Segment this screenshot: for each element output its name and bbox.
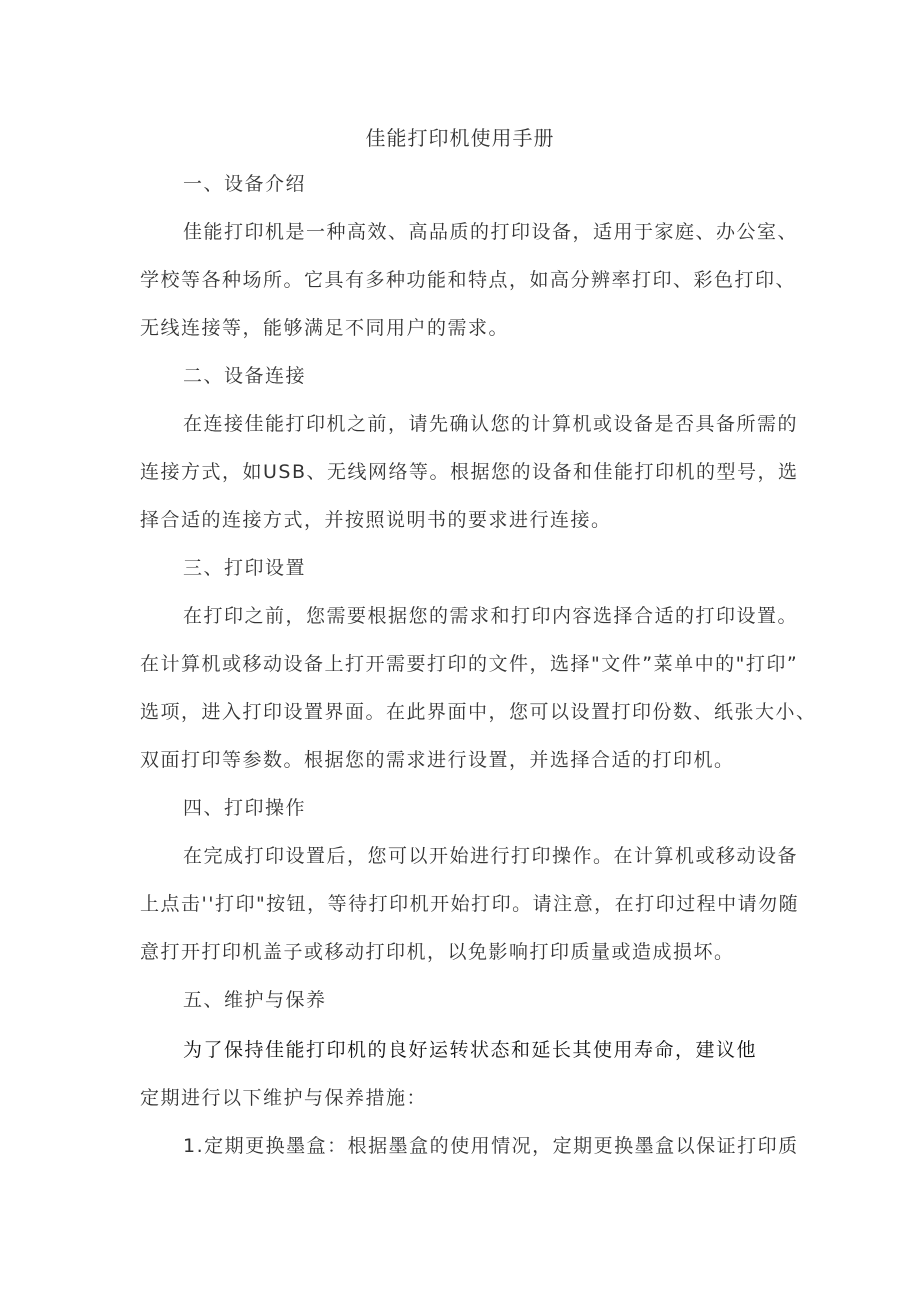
document-title: 佳能打印机使用手册: [365, 126, 555, 150]
section-heading-4: 四、打印操作: [183, 797, 307, 819]
paragraph-line: 在计算机或移动设备上打开需要打印的文件，选择"文件”菜单中的"打印”: [140, 653, 799, 675]
list-item-1: 1.定期更换墨盒：根据墨盒的使用情况，定期更换墨盒以保证打印质: [183, 1135, 799, 1157]
paragraph-line: 在连接佳能打印机之前，请先确认您的计算机或设备是否具备所需的: [183, 413, 799, 435]
paragraph-line: 佳能打印机是一种高效、高品质的打印设备，适用于家庭、办公室、: [183, 221, 799, 243]
paragraph-line: 择合适的连接方式，并按照说明书的要求进行连接。: [140, 509, 612, 531]
paragraph-line: 双面打印等参数。根据您的需求进行设置，并选择合适的打印机。: [140, 749, 735, 771]
paragraph-line: 在打印之前，您需要根据您的需求和打印内容选择合适的打印设置。: [183, 605, 799, 627]
paragraph-line: 学校等各种场所。它具有多种功能和特点，如高分辨率打印、彩色打印、: [140, 269, 797, 291]
section-heading-1: 一、设备介绍: [183, 173, 307, 195]
paragraph-line: 选项，进入打印设置界面。在此界面中，您可以设置打印份数、纸张大小、: [140, 701, 817, 723]
paragraph-line: 上点击''打印"按钮，等待打印机开始打印。请注意，在打印过程中请勿随: [140, 893, 800, 915]
section-heading-2: 二、设备连接: [183, 365, 307, 387]
section-heading-3: 三、打印设置: [183, 557, 307, 579]
paragraph-line: 为了保持佳能打印机的良好运转状态和延长其使用寿命，建议他: [183, 1039, 758, 1061]
paragraph-line: 定期进行以下维护与保养措施：: [140, 1087, 428, 1109]
paragraph-line: 在完成打印设置后，您可以开始进行打印操作。在计算机或移动设备: [183, 845, 799, 867]
paragraph-line: 意打开打印机盖子或移动打印机，以免影响打印质量或造成损坏。: [140, 941, 735, 963]
paragraph-line: 连接方式，如USB、无线网络等。根据您的设备和佳能打印机的型号，选: [140, 461, 799, 483]
paragraph-line: 无线连接等，能够满足不同用户的需求。: [140, 317, 510, 339]
section-heading-5: 五、维护与保养: [183, 989, 327, 1011]
